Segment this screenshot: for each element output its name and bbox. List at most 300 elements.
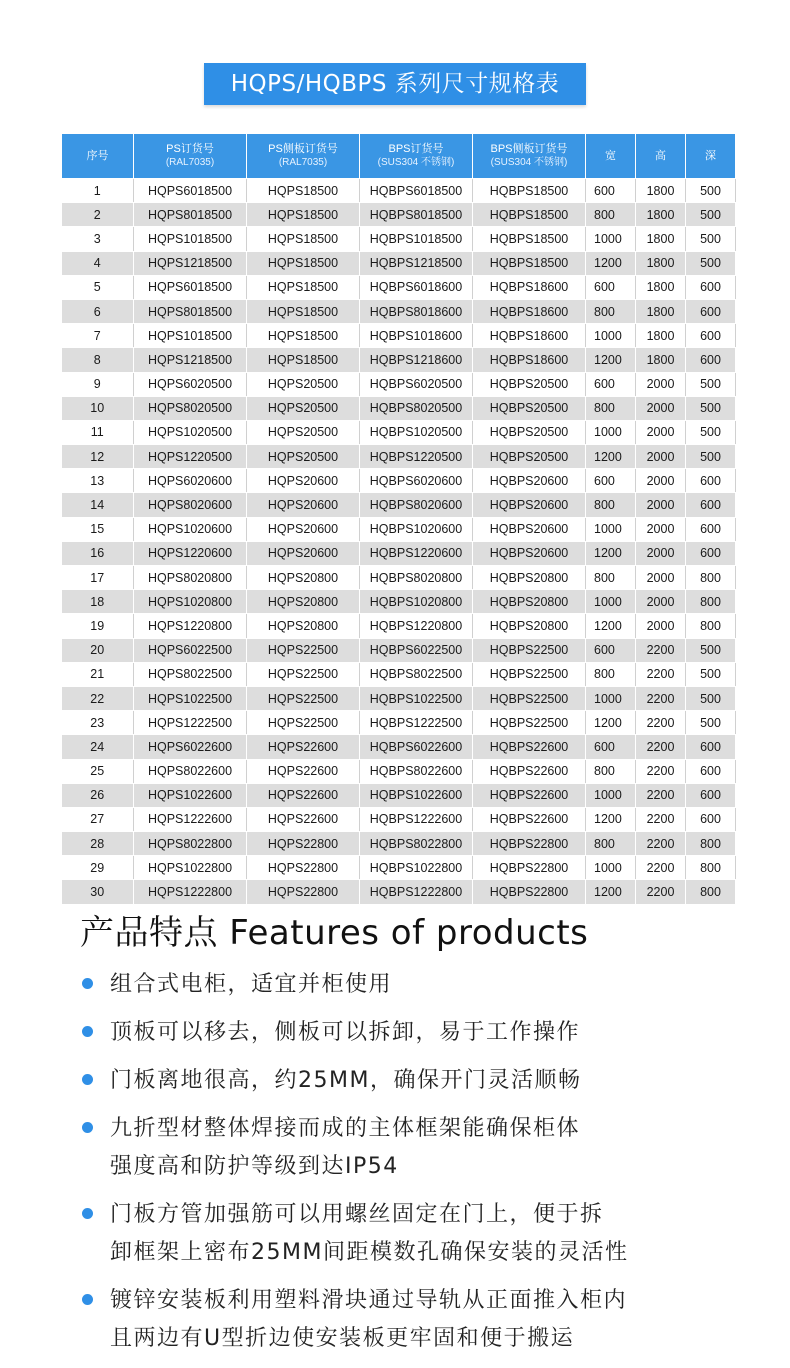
- table-row: [62, 348, 736, 372]
- table-cell: 1800: [636, 348, 686, 372]
- table-cell: 800: [686, 614, 736, 638]
- header-label: PS订货号: [166, 143, 214, 155]
- table-row: [62, 445, 736, 469]
- table-cell: HQBPS22800: [473, 832, 586, 856]
- table-cell: 2: [62, 203, 134, 227]
- table-cell: 600: [686, 735, 736, 759]
- table-cell: HQBPS1222600: [360, 807, 473, 831]
- table-cell: 2200: [636, 759, 686, 783]
- table-cell: 6: [62, 299, 134, 323]
- table-cell: 22: [62, 686, 134, 710]
- table-row: [62, 420, 736, 444]
- table-cell: HQPS20600: [247, 493, 360, 517]
- table-cell: 1200: [586, 541, 636, 565]
- table-row: [62, 203, 736, 227]
- table-cell: HQBPS1022600: [360, 783, 473, 807]
- table-cell: HQPS8020500: [134, 396, 247, 420]
- table-cell: 500: [686, 227, 736, 251]
- table-cell: 500: [686, 203, 736, 227]
- table-cell: 1200: [586, 251, 636, 275]
- table-cell: HQPS1022800: [134, 856, 247, 880]
- table-cell: HQPS22500: [247, 638, 360, 662]
- table-row: [62, 735, 736, 759]
- table-cell: 20: [62, 638, 134, 662]
- table-cell: 500: [686, 179, 736, 203]
- bullet-dot-icon: [82, 1208, 93, 1219]
- table-cell: 1800: [636, 299, 686, 323]
- table-cell: 27: [62, 807, 134, 831]
- table-cell: 2000: [636, 566, 686, 590]
- table-cell: 800: [586, 203, 636, 227]
- table-cell: 500: [686, 420, 736, 444]
- table-cell: 500: [686, 662, 736, 686]
- table-cell: HQPS20800: [247, 566, 360, 590]
- table-cell: HQPS8022800: [134, 832, 247, 856]
- table-row: [62, 783, 736, 807]
- table-cell: HQBPS20600: [473, 493, 586, 517]
- table-cell: HQBPS20600: [473, 517, 586, 541]
- table-cell: HQBPS8018500: [360, 203, 473, 227]
- table-cell: 1800: [636, 324, 686, 348]
- header-label: BPS订货号: [388, 143, 444, 155]
- table-cell: HQPS22600: [247, 735, 360, 759]
- table-cell: 30: [62, 880, 134, 904]
- table-cell: HQBPS20600: [473, 469, 586, 493]
- table-cell: HQPS18500: [247, 203, 360, 227]
- table-cell: 2200: [636, 880, 686, 904]
- spec-table: [61, 133, 736, 905]
- header-sublabel: (SUS304 不锈钢): [490, 157, 568, 168]
- table-cell: 800: [586, 396, 636, 420]
- table-header-cell: [62, 134, 134, 179]
- table-cell: 5: [62, 275, 134, 299]
- table-cell: HQPS1222800: [134, 880, 247, 904]
- table-cell: HQBPS22600: [473, 759, 586, 783]
- table-row: [62, 614, 736, 638]
- table-cell: 7: [62, 324, 134, 348]
- feature-item: [80, 1282, 760, 1358]
- table-cell: 500: [686, 445, 736, 469]
- table-cell: 1000: [586, 324, 636, 348]
- table-cell: HQPS6020600: [134, 469, 247, 493]
- table-cell: 1000: [586, 783, 636, 807]
- table-row: [62, 807, 736, 831]
- table-cell: 800: [586, 662, 636, 686]
- table-cell: 3: [62, 227, 134, 251]
- table-cell: HQBPS8022500: [360, 662, 473, 686]
- table-cell: 800: [686, 880, 736, 904]
- table-cell: HQBPS8020600: [360, 493, 473, 517]
- table-row: [62, 493, 736, 517]
- feature-item: [80, 1062, 760, 1100]
- header-sublabel: (RAL7035): [165, 157, 215, 168]
- table-cell: HQBPS22500: [473, 686, 586, 710]
- table-cell: HQBPS1220500: [360, 445, 473, 469]
- table-cell: HQBPS1022500: [360, 686, 473, 710]
- table-cell: 14: [62, 493, 134, 517]
- header-sublabel: (RAL7035): [278, 157, 328, 168]
- table-cell: 500: [686, 396, 736, 420]
- table-cell: HQBPS1222500: [360, 711, 473, 735]
- table-cell: HQBPS6022500: [360, 638, 473, 662]
- table-cell: HQBPS22500: [473, 662, 586, 686]
- table-cell: HQPS1018500: [134, 324, 247, 348]
- table-cell: 23: [62, 711, 134, 735]
- table-body: [62, 179, 736, 905]
- table-cell: HQBPS20800: [473, 590, 586, 614]
- table-cell: 16: [62, 541, 134, 565]
- table-header-row: [62, 134, 736, 179]
- table-row: [62, 638, 736, 662]
- table-cell: 2000: [636, 372, 686, 396]
- table-cell: 1800: [636, 227, 686, 251]
- table-cell: HQPS8020600: [134, 493, 247, 517]
- table-cell: 800: [586, 759, 636, 783]
- table-cell: 1800: [636, 251, 686, 275]
- table-cell: 8: [62, 348, 134, 372]
- table-cell: 29: [62, 856, 134, 880]
- header-label: PS侧板订货号: [268, 143, 338, 155]
- table-cell: 600: [686, 783, 736, 807]
- table-row: [62, 517, 736, 541]
- table-cell: 1000: [586, 517, 636, 541]
- table-cell: HQPS20500: [247, 372, 360, 396]
- table-cell: HQPS20600: [247, 517, 360, 541]
- table-cell: 2200: [636, 638, 686, 662]
- table-cell: 600: [686, 299, 736, 323]
- table-cell: HQBPS22500: [473, 711, 586, 735]
- table-row: [62, 662, 736, 686]
- table-cell: HQBPS18500: [473, 179, 586, 203]
- table-cell: HQBPS1222800: [360, 880, 473, 904]
- feature-text: 卸框架上密布25MM间距模数孔确保安装的灵活性: [110, 1240, 629, 1265]
- table-row: [62, 541, 736, 565]
- table-cell: 600: [686, 348, 736, 372]
- table-cell: HQPS1220800: [134, 614, 247, 638]
- features-section: [80, 910, 760, 1368]
- table-cell: HQPS20600: [247, 469, 360, 493]
- table-cell: 600: [686, 275, 736, 299]
- bullet-dot-icon: [82, 1074, 93, 1085]
- table-cell: 21: [62, 662, 134, 686]
- feature-item: [80, 1110, 760, 1186]
- table-cell: HQBPS22600: [473, 807, 586, 831]
- table-cell: HQBPS18500: [473, 227, 586, 251]
- header-label: 高: [655, 150, 666, 162]
- table-cell: HQPS6018500: [134, 275, 247, 299]
- feature-text: 组合式电柜，适宜并柜使用: [110, 972, 393, 997]
- table-cell: HQPS1022500: [134, 686, 247, 710]
- table-cell: HQPS18500: [247, 348, 360, 372]
- feature-item: [80, 1014, 760, 1052]
- table-cell: HQPS20800: [247, 590, 360, 614]
- table-cell: 600: [586, 372, 636, 396]
- table-row: [62, 372, 736, 396]
- table-cell: 17: [62, 566, 134, 590]
- table-cell: HQBPS1220600: [360, 541, 473, 565]
- page-title: HQPS/HQBPS 系列尺寸规格表: [204, 63, 586, 105]
- table-cell: HQPS18500: [247, 275, 360, 299]
- header-sublabel: (SUS304 不锈钢): [377, 157, 455, 168]
- table-cell: HQPS22500: [247, 686, 360, 710]
- table-cell: 2000: [636, 517, 686, 541]
- table-row: [62, 396, 736, 420]
- table-cell: HQPS18500: [247, 227, 360, 251]
- table-cell: 26: [62, 783, 134, 807]
- table-cell: 1000: [586, 227, 636, 251]
- table-cell: 1200: [586, 445, 636, 469]
- table-header-cell: [686, 134, 736, 179]
- table-cell: HQPS1222600: [134, 807, 247, 831]
- table-cell: HQBPS20500: [473, 445, 586, 469]
- table-cell: HQPS20500: [247, 396, 360, 420]
- table-cell: HQPS20600: [247, 541, 360, 565]
- table-cell: HQBPS18500: [473, 251, 586, 275]
- table-cell: HQPS8022600: [134, 759, 247, 783]
- table-cell: HQBPS8020500: [360, 396, 473, 420]
- table-cell: 1: [62, 179, 134, 203]
- table-row: [62, 469, 736, 493]
- table-cell: 4: [62, 251, 134, 275]
- feature-text: 且两边有U型折边使安装板更牢固和便于搬运: [110, 1326, 575, 1351]
- table-row: [62, 590, 736, 614]
- table-row: [62, 566, 736, 590]
- table-cell: HQBPS8020800: [360, 566, 473, 590]
- table-cell: 1800: [636, 203, 686, 227]
- table-cell: 600: [586, 469, 636, 493]
- table-cell: HQBPS6020600: [360, 469, 473, 493]
- table-row: [62, 711, 736, 735]
- table-cell: HQPS1020500: [134, 420, 247, 444]
- table-cell: HQBPS1220800: [360, 614, 473, 638]
- table-cell: 11: [62, 420, 134, 444]
- table-cell: 28: [62, 832, 134, 856]
- table-cell: HQBPS6022600: [360, 735, 473, 759]
- table-cell: HQBPS20500: [473, 420, 586, 444]
- table-cell: 600: [686, 517, 736, 541]
- header-label: 宽: [605, 150, 616, 162]
- feature-item: [80, 966, 760, 1004]
- table-cell: 1200: [586, 880, 636, 904]
- table-cell: HQBPS20800: [473, 566, 586, 590]
- table-cell: 800: [586, 493, 636, 517]
- bullet-dot-icon: [82, 1122, 93, 1133]
- table-cell: HQBPS18600: [473, 275, 586, 299]
- table-row: [62, 227, 736, 251]
- table-row: [62, 251, 736, 275]
- table-cell: HQPS1220600: [134, 541, 247, 565]
- table-cell: 13: [62, 469, 134, 493]
- table-cell: 500: [686, 638, 736, 662]
- table-cell: HQBPS20600: [473, 541, 586, 565]
- table-cell: HQBPS8022600: [360, 759, 473, 783]
- table-cell: 600: [686, 759, 736, 783]
- table-cell: HQPS18500: [247, 324, 360, 348]
- table-cell: HQPS1220500: [134, 445, 247, 469]
- header-label: BPS侧板订货号: [490, 143, 568, 155]
- table-cell: HQBPS1022800: [360, 856, 473, 880]
- table-header-cell: [247, 134, 360, 179]
- table-cell: 25: [62, 759, 134, 783]
- feature-text: 九折型材整体焊接而成的主体框架能确保柜体: [110, 1116, 581, 1141]
- bullet-dot-icon: [82, 978, 93, 989]
- table-cell: HQBPS1218600: [360, 348, 473, 372]
- table-cell: HQBPS22800: [473, 856, 586, 880]
- table-cell: 2000: [636, 614, 686, 638]
- table-cell: HQPS1222500: [134, 711, 247, 735]
- table-cell: 600: [686, 493, 736, 517]
- table-cell: HQPS22600: [247, 759, 360, 783]
- table-cell: 600: [586, 735, 636, 759]
- table-row: [62, 832, 736, 856]
- table-cell: HQPS8022500: [134, 662, 247, 686]
- table-cell: 2000: [636, 396, 686, 420]
- table-row: [62, 686, 736, 710]
- table-cell: HQBPS20500: [473, 396, 586, 420]
- table-cell: HQPS22600: [247, 807, 360, 831]
- table-cell: 2200: [636, 807, 686, 831]
- table-row: [62, 179, 736, 203]
- table-cell: HQPS8018500: [134, 203, 247, 227]
- feature-item: [80, 1196, 760, 1272]
- table-cell: 1000: [586, 590, 636, 614]
- table-cell: 600: [686, 324, 736, 348]
- table-cell: 2000: [636, 469, 686, 493]
- table-cell: 800: [586, 299, 636, 323]
- table-cell: 18: [62, 590, 134, 614]
- feature-text: 顶板可以移去，侧板可以拆卸，易于工作操作: [110, 1020, 581, 1045]
- table-cell: 800: [686, 566, 736, 590]
- table-cell: HQPS22500: [247, 662, 360, 686]
- table-cell: HQBPS1020800: [360, 590, 473, 614]
- table-cell: HQBPS8018600: [360, 299, 473, 323]
- table-cell: 19: [62, 614, 134, 638]
- table-header-cell: [360, 134, 473, 179]
- table-cell: HQPS1218500: [134, 251, 247, 275]
- table-cell: 9: [62, 372, 134, 396]
- table-cell: 600: [686, 469, 736, 493]
- table-cell: 2200: [636, 686, 686, 710]
- feature-text: 强度高和防护等级到达IP54: [110, 1154, 399, 1179]
- table-cell: HQBPS18600: [473, 299, 586, 323]
- feature-text: 门板离地很高，约25MM，确保开门灵活顺畅: [110, 1068, 582, 1093]
- feature-text: 门板方管加强筋可以用螺丝固定在门上，便于拆: [110, 1202, 604, 1227]
- feature-text: 镀锌安装板利用塑料滑块通过导轨从正面推入柜内: [110, 1288, 628, 1313]
- table-cell: HQPS6020500: [134, 372, 247, 396]
- table-row: [62, 856, 736, 880]
- table-cell: HQPS1020800: [134, 590, 247, 614]
- table-cell: 1000: [586, 420, 636, 444]
- table-cell: HQPS22800: [247, 880, 360, 904]
- table-cell: HQPS6022500: [134, 638, 247, 662]
- table-cell: HQPS22800: [247, 856, 360, 880]
- table-cell: HQPS20800: [247, 614, 360, 638]
- table-cell: 800: [586, 832, 636, 856]
- table-cell: 600: [586, 275, 636, 299]
- header-label: 深: [705, 150, 716, 162]
- table-cell: 2200: [636, 856, 686, 880]
- table-cell: 600: [586, 179, 636, 203]
- table-cell: 1800: [636, 275, 686, 299]
- header-label: 序号: [86, 150, 109, 162]
- table-cell: HQPS18500: [247, 299, 360, 323]
- bullet-dot-icon: [82, 1026, 93, 1037]
- table-cell: HQPS8018500: [134, 299, 247, 323]
- table-cell: HQBPS22800: [473, 880, 586, 904]
- table-cell: HQBPS18600: [473, 324, 586, 348]
- table-cell: 24: [62, 735, 134, 759]
- table-cell: 500: [686, 251, 736, 275]
- table-cell: HQBPS18600: [473, 348, 586, 372]
- table-cell: 600: [586, 638, 636, 662]
- table-header-cell: [134, 134, 247, 179]
- table-cell: HQPS20500: [247, 445, 360, 469]
- table-cell: 2200: [636, 711, 686, 735]
- features-title: 产品特点 Features of products: [80, 913, 589, 953]
- table-cell: 1000: [586, 686, 636, 710]
- table-header-cell: [473, 134, 586, 179]
- table-row: [62, 759, 736, 783]
- table-cell: HQBPS1020600: [360, 517, 473, 541]
- table-cell: HQPS6018500: [134, 179, 247, 203]
- table-cell: HQPS22600: [247, 783, 360, 807]
- table-cell: HQBPS6018500: [360, 179, 473, 203]
- bullet-dot-icon: [82, 1294, 93, 1305]
- table-cell: 2000: [636, 493, 686, 517]
- table-cell: HQPS1020600: [134, 517, 247, 541]
- table-header-cell: [586, 134, 636, 179]
- table-cell: 600: [686, 807, 736, 831]
- table-header-cell: [636, 134, 686, 179]
- table-cell: HQBPS8022800: [360, 832, 473, 856]
- table-cell: HQPS6022600: [134, 735, 247, 759]
- table-cell: HQPS18500: [247, 179, 360, 203]
- table-cell: HQPS1022600: [134, 783, 247, 807]
- table-cell: HQBPS22600: [473, 783, 586, 807]
- table-cell: HQBPS1018600: [360, 324, 473, 348]
- table-cell: 2200: [636, 662, 686, 686]
- table-cell: 1200: [586, 711, 636, 735]
- table-cell: 1200: [586, 807, 636, 831]
- table-cell: 600: [686, 541, 736, 565]
- table-cell: 2000: [636, 590, 686, 614]
- table-row: [62, 880, 736, 904]
- table-cell: HQPS22500: [247, 711, 360, 735]
- table-cell: 800: [686, 832, 736, 856]
- table-cell: HQPS22800: [247, 832, 360, 856]
- table-cell: HQPS1218500: [134, 348, 247, 372]
- table-cell: HQBPS1020500: [360, 420, 473, 444]
- table-cell: HQBPS1018500: [360, 227, 473, 251]
- table-cell: 2000: [636, 445, 686, 469]
- table-cell: HQBPS20800: [473, 614, 586, 638]
- table-cell: 1800: [636, 179, 686, 203]
- table-cell: 2000: [636, 420, 686, 444]
- table-cell: HQBPS22500: [473, 638, 586, 662]
- table-cell: 12: [62, 445, 134, 469]
- table-row: [62, 324, 736, 348]
- table-cell: 15: [62, 517, 134, 541]
- feature-list: [80, 966, 760, 1358]
- table-cell: HQBPS6020500: [360, 372, 473, 396]
- table-row: [62, 275, 736, 299]
- table-cell: HQPS20500: [247, 420, 360, 444]
- table-cell: 800: [586, 566, 636, 590]
- table-cell: HQBPS1218500: [360, 251, 473, 275]
- table-cell: 1200: [586, 348, 636, 372]
- table-cell: 500: [686, 686, 736, 710]
- table-cell: 500: [686, 372, 736, 396]
